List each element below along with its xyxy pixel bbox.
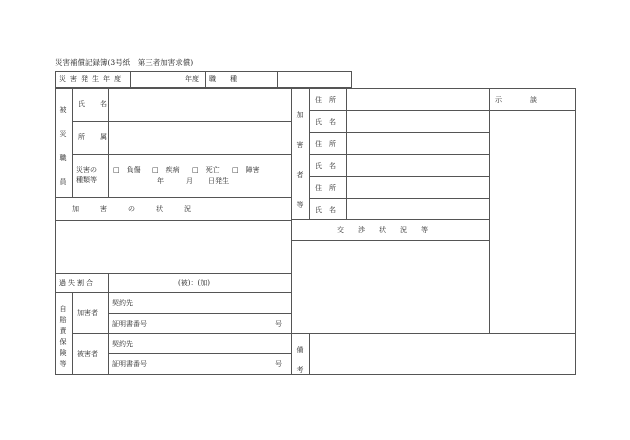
perp1-address-label: 住 所	[315, 96, 336, 104]
perp3-address-label: 住 所	[315, 184, 336, 192]
perp3-name-label: 氏 名	[315, 206, 336, 214]
victim-group-label: 被 災 職 員	[59, 106, 67, 186]
situation-field[interactable]	[58, 223, 288, 271]
job-value[interactable]	[279, 75, 349, 84]
option-death[interactable]: □ 死亡	[192, 166, 220, 174]
negotiation-label: 交 渉 状 況 等	[337, 226, 428, 234]
victim-name-field[interactable]	[110, 92, 290, 118]
victim-dept-field[interactable]	[110, 125, 290, 151]
negotiation-field[interactable]	[294, 243, 487, 331]
job-label: 職 種	[209, 75, 237, 83]
perpetrator-group-label: 加 害 者 等	[296, 111, 304, 209]
fault-label: 過失割合	[59, 279, 95, 287]
situation-label: 加 害 の 状 況	[72, 205, 191, 213]
fault-value: (被)：(加)	[178, 279, 210, 287]
perp-go-label: 号	[275, 320, 282, 328]
perp1-name-label: 氏 名	[315, 118, 336, 126]
victim-name-label: 氏 名	[78, 100, 111, 108]
insurance-perp-label: 加害者	[77, 309, 98, 317]
victim-contract-label: 契約先	[112, 340, 133, 348]
perp2-name-label: 氏 名	[315, 162, 336, 170]
option-disability[interactable]: □ 障害	[232, 166, 260, 174]
nendo-label: 年度	[185, 75, 199, 83]
remarks-label: 備 考	[296, 346, 304, 374]
victim-dept-label: 所 属	[78, 133, 111, 141]
insurance-group-label: 自 賠 責 保 険 等	[59, 305, 67, 368]
perp-contract-label: 契約先	[112, 299, 133, 307]
insurance-victim-label: 被害者	[77, 350, 98, 358]
option-injury[interactable]: □ 負傷	[113, 166, 141, 174]
talks-label: 示 談	[495, 96, 537, 104]
date-month: 月	[186, 177, 193, 185]
year-label: 災害発生年度	[59, 75, 125, 83]
page-title: 災害補償記録簿(3号紙 第三者加害求償)	[55, 58, 194, 67]
victim-go-label: 号	[275, 360, 282, 368]
perp2-address-label: 住 所	[315, 140, 336, 148]
date-day: 日発生	[208, 177, 229, 185]
disaster-type-label-2: 種類等	[76, 176, 97, 184]
victim-cert-label: 証明書番号	[112, 360, 147, 368]
option-illness[interactable]: □ 疾病	[152, 166, 180, 174]
perp-cert-label: 証明書番号	[112, 320, 147, 328]
disaster-type-label-1: 災害の	[76, 166, 97, 174]
talks-field[interactable]	[492, 113, 573, 331]
remarks-field[interactable]	[312, 336, 572, 372]
date-year: 年	[157, 177, 164, 185]
